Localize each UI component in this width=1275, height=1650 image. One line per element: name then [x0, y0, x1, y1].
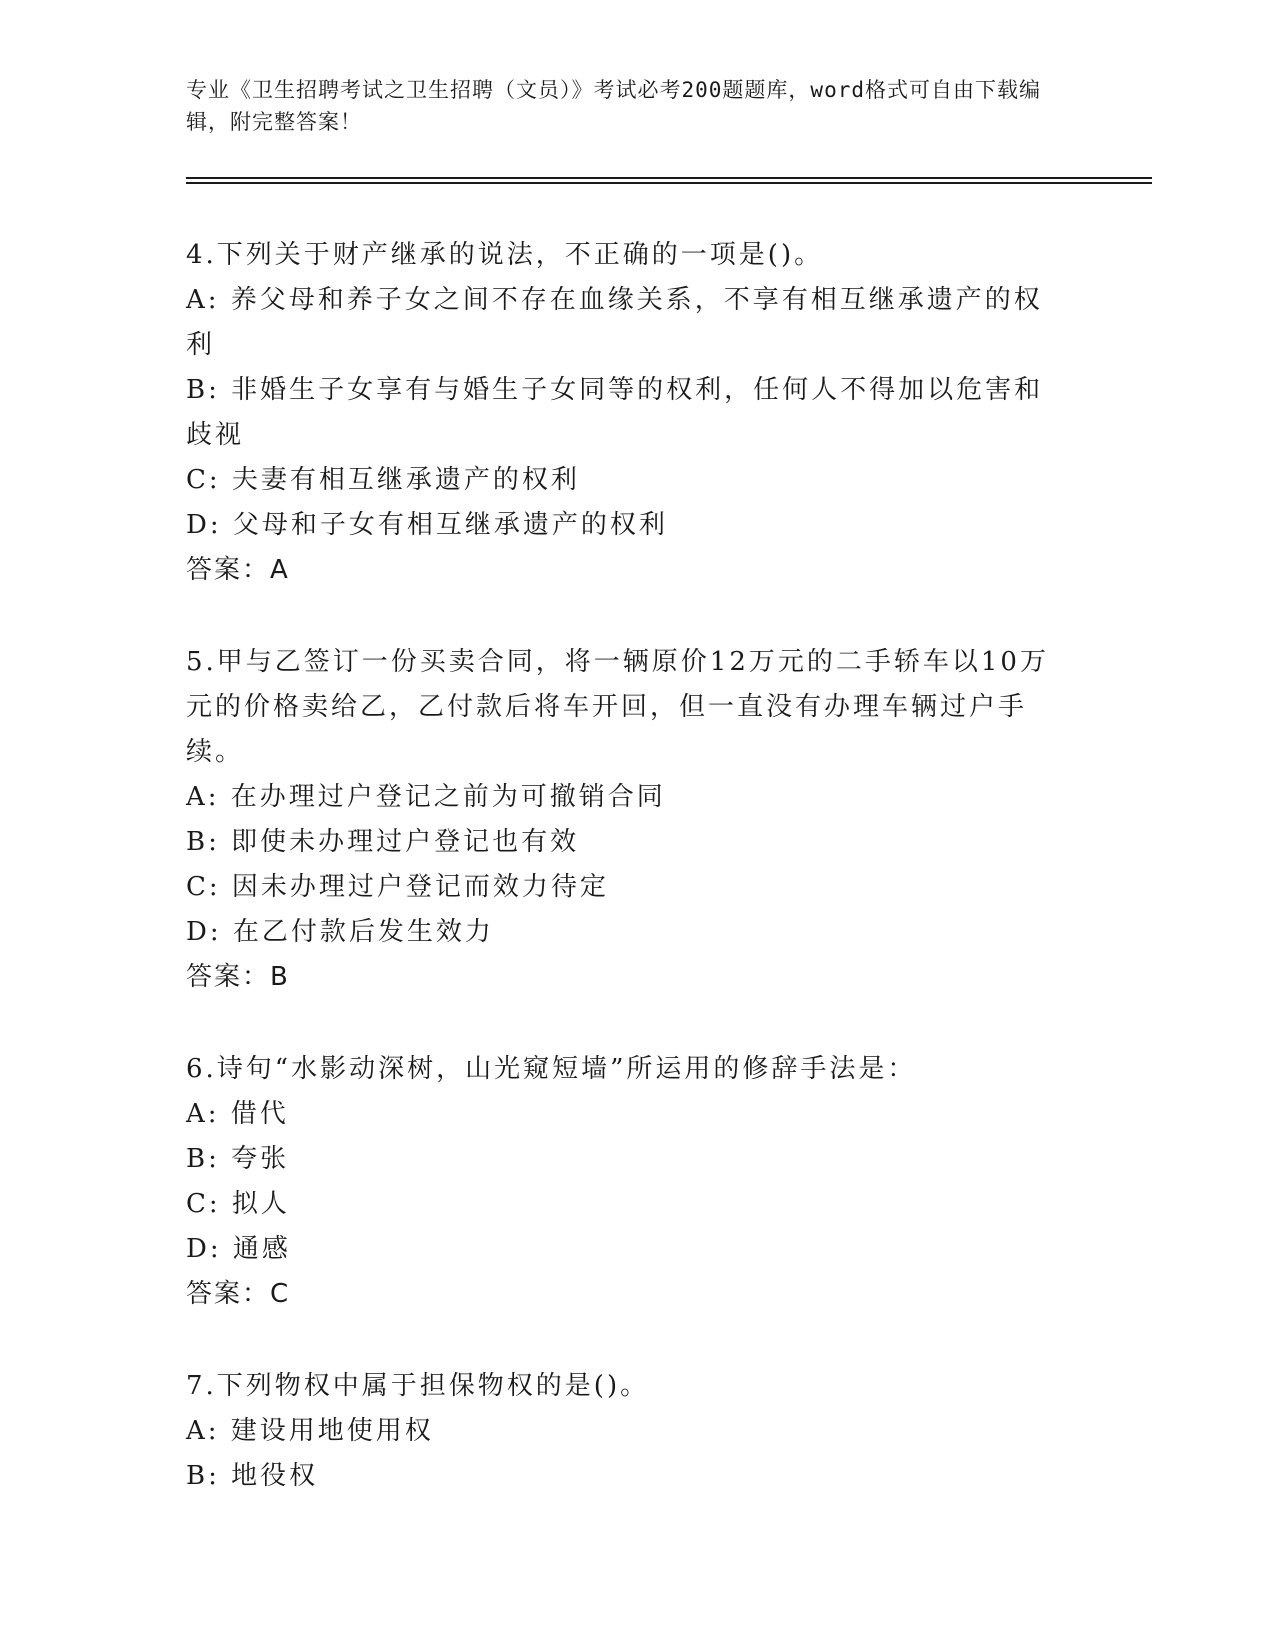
- question-5: [186, 640, 1066, 1000]
- option-a: A: 养父母和养子女之间不存在血缘关系，不享有相互继承遗产的权利: [186, 285, 1043, 360]
- option-a: A: 在办理过户登记之前为可撤销合同: [186, 782, 666, 812]
- header-rule-bottom: [186, 182, 1152, 184]
- answer: 答案：A: [186, 555, 290, 585]
- question-stem: 4.下列关于财产继承的说法，不正确的一项是()。: [186, 240, 824, 270]
- question-6: [186, 1047, 1066, 1317]
- question-stem: 5.甲与乙签订一份买卖合同，将一辆原价12万元的二手轿车以10万元的价格卖给乙，乙付款后将车开回，但一直没有办理车辆过户手续。: [186, 647, 1049, 767]
- question-list: [186, 233, 1066, 1546]
- question-4: [186, 233, 1066, 593]
- option-d: D: 在乙付款后发生效力: [186, 917, 494, 947]
- option-b: B: 地役权: [186, 1461, 319, 1491]
- option-d: D: 通感: [186, 1234, 291, 1264]
- option-b: B: 即使未办理过户登记也有效: [186, 827, 580, 857]
- answer: 答案：B: [186, 962, 290, 992]
- question-stem: 7.下列物权中属于担保物权的是()。: [186, 1371, 650, 1401]
- option-a: A: 建设用地使用权: [186, 1416, 434, 1446]
- option-b: B: 非婚生子女享有与婚生子女同等的权利，任何人不得加以危害和歧视: [186, 375, 1044, 450]
- option-c: C: 因未办理过户登记而效力待定: [186, 872, 609, 902]
- answer: 答案：C: [186, 1279, 291, 1309]
- header-rule-top: [186, 177, 1152, 179]
- option-d: D: 父母和子女有相互继承遗产的权利: [186, 510, 668, 540]
- option-a: A: 借代: [186, 1099, 289, 1129]
- document-header: [186, 74, 1066, 138]
- option-b: B: 夸张: [186, 1144, 290, 1174]
- option-c: C: 拟人: [186, 1189, 290, 1219]
- option-c: C: 夫妻有相互继承遗产的权利: [186, 465, 580, 495]
- header-text: 专业《卫生招聘考试之卫生招聘（文员）》考试必考200题题库，word格式可自由下载编辑，附完整答案！: [186, 78, 1041, 134]
- question-7: [186, 1364, 1066, 1499]
- question-stem: 6.诗句“水影动深树，山光窥短墙”所运用的修辞手法是：: [186, 1054, 917, 1084]
